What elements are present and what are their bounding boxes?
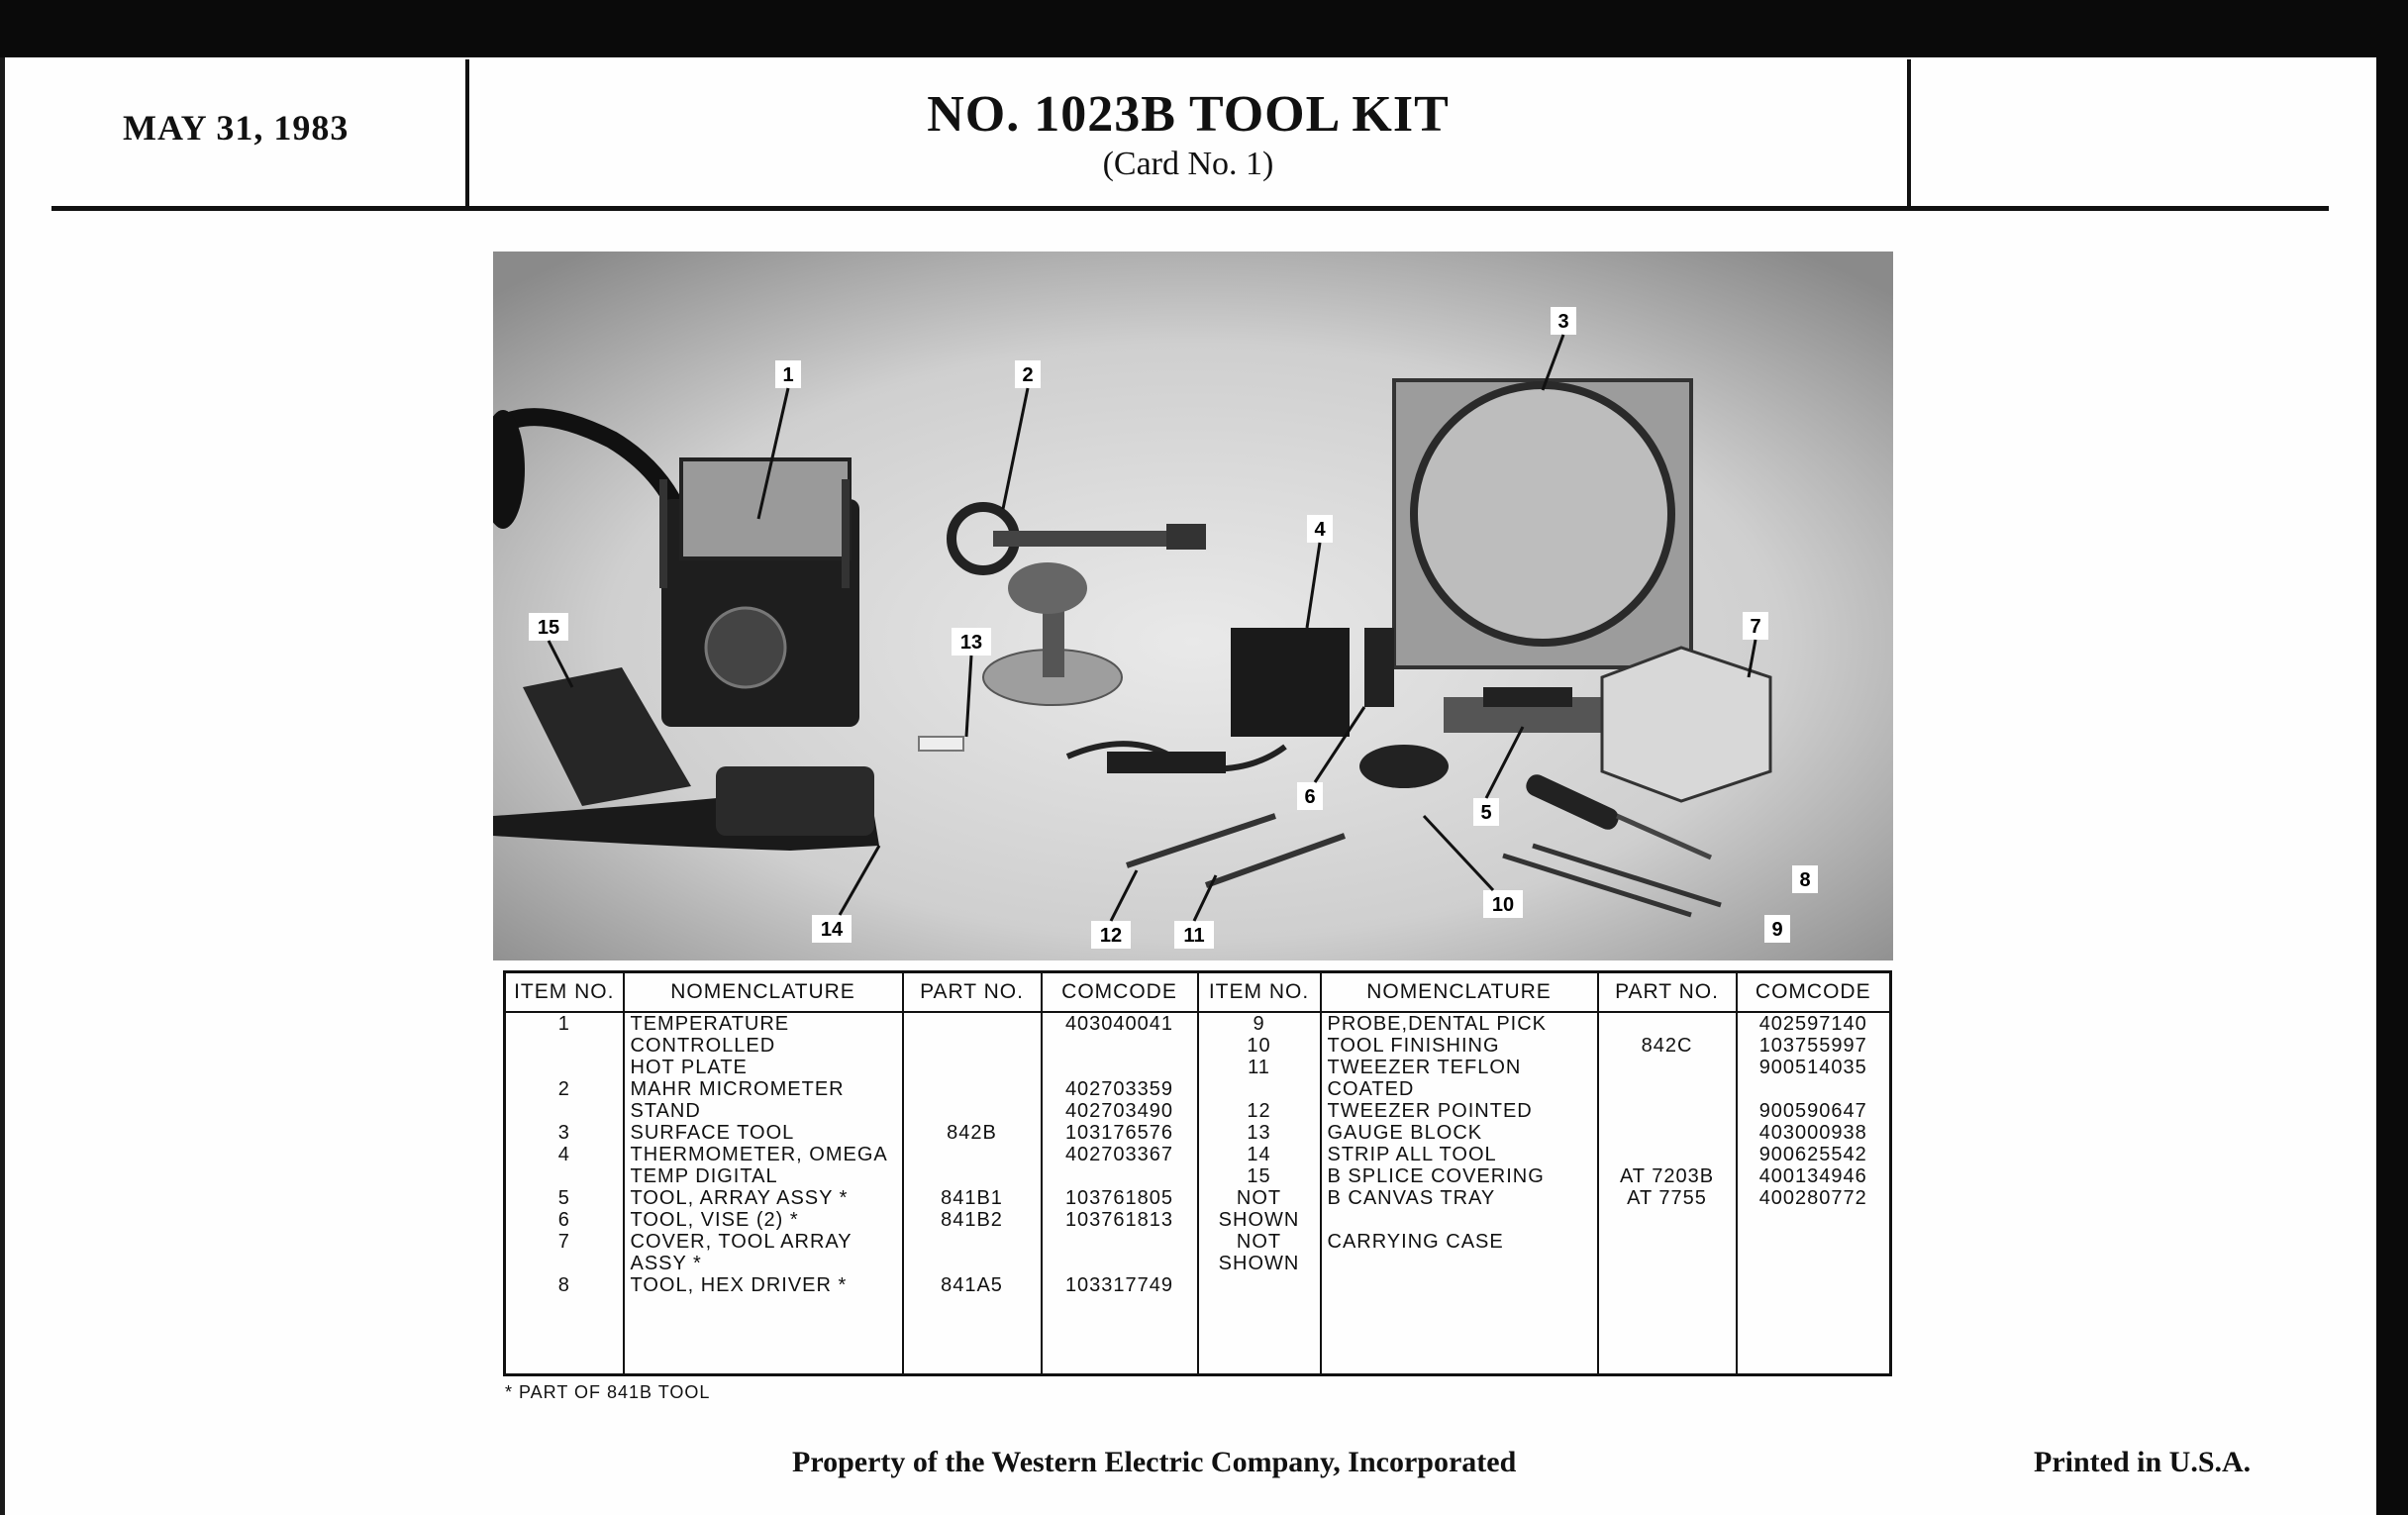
right-comcodes xyxy=(1737,1012,1891,1375)
left-row-8-item: 8 xyxy=(557,1274,570,1296)
right-row-not-shown-1-part: AT 7755 xyxy=(1627,1187,1707,1209)
hot-plate xyxy=(659,459,859,727)
right-row-13-name: GAUGE BLOCK xyxy=(1327,1122,1483,1144)
left-row-7-name-line1: COVER, TOOL ARRAY xyxy=(630,1231,853,1253)
card-date: MAY 31, 1983 xyxy=(123,108,350,148)
left-row-3-part: 842B xyxy=(947,1122,997,1144)
svg-text:10: 10 xyxy=(1491,894,1515,916)
right-row-15-name: B SPLICE COVERING xyxy=(1327,1165,1545,1187)
svg-text:15: 15 xyxy=(537,617,560,639)
right-row-12-item: 12 xyxy=(1247,1100,1271,1122)
left-row-3-comcode: 103176576 xyxy=(1064,1122,1174,1144)
left-row-6-name: TOOL, VISE (2) * xyxy=(630,1209,799,1231)
col-header-part-no-right: PART NO. xyxy=(1598,972,1737,1013)
col-header-part-no: PART NO. xyxy=(903,972,1042,1013)
right-row-9-name: PROBE,DENTAL PICK xyxy=(1327,1013,1547,1035)
svg-text:6: 6 xyxy=(1304,786,1316,808)
right-row-not-shown-1-line1: NOT xyxy=(1236,1187,1282,1209)
property-notice: Property of the Western Electric Company, Incorporated xyxy=(792,1446,1517,1478)
left-row-8-part: 841A5 xyxy=(941,1274,1003,1296)
left-row-5-comcode: 103761805 xyxy=(1064,1187,1174,1209)
left-edge-border xyxy=(0,57,5,1515)
left-row-1-name-line3: HOT PLATE xyxy=(630,1057,748,1078)
left-comcodes xyxy=(1042,1012,1198,1375)
svg-text:11: 11 xyxy=(1183,925,1205,947)
left-row-2-comcode-1: 402703359 xyxy=(1064,1078,1174,1100)
left-row-6-part: 841B2 xyxy=(941,1209,1003,1231)
right-row-15-comcode: 400134946 xyxy=(1758,1165,1867,1187)
right-row-10-name: TOOL FINISHING xyxy=(1327,1035,1500,1057)
svg-text:2: 2 xyxy=(1022,364,1034,386)
svg-text:3: 3 xyxy=(1557,311,1569,333)
right-row-not-shown-1-line2: SHOWN xyxy=(1218,1209,1300,1231)
col-header-nomenclature-right: NOMENCLATURE xyxy=(1321,972,1598,1013)
right-row-14-name: STRIP ALL TOOL xyxy=(1327,1144,1497,1165)
right-row-10-item: 10 xyxy=(1247,1035,1271,1057)
right-row-15-item: 15 xyxy=(1247,1165,1271,1187)
callout-9 xyxy=(1764,915,1790,943)
parts-table xyxy=(503,970,1892,1376)
right-row-10-comcode: 103755997 xyxy=(1758,1035,1867,1057)
left-row-6-comcode: 103761813 xyxy=(1064,1209,1174,1231)
left-row-2-name-line1: MAHR MICROMETER xyxy=(630,1078,845,1100)
col-header-nomenclature: NOMENCLATURE xyxy=(624,972,903,1013)
table-header-row xyxy=(505,972,1891,1013)
svg-text:4: 4 xyxy=(1314,519,1326,541)
svg-text:9: 9 xyxy=(1771,919,1783,941)
card-number: (Card No. 1) xyxy=(1102,146,1274,182)
right-row-12-comcode: 900590647 xyxy=(1758,1100,1867,1122)
top-black-border xyxy=(0,0,2408,57)
callout-8 xyxy=(1792,865,1818,893)
left-row-7-item: 7 xyxy=(557,1231,570,1253)
right-row-13-item: 13 xyxy=(1247,1122,1271,1144)
table-body-row xyxy=(505,1012,1891,1375)
right-item-numbers xyxy=(1198,1012,1321,1375)
right-row-10-part: 842C xyxy=(1641,1035,1693,1057)
left-row-4-name-line2: TEMP DIGITAL xyxy=(630,1165,778,1187)
printed-in-notice: Printed in U.S.A. xyxy=(2034,1446,2252,1478)
svg-text:8: 8 xyxy=(1799,869,1811,891)
right-row-not-shown-1-name: B CANVAS TRAY xyxy=(1327,1187,1496,1209)
left-row-8-comcode: 103317749 xyxy=(1064,1274,1174,1296)
left-item-numbers xyxy=(505,1012,624,1375)
right-row-not-shown-2-line2: SHOWN xyxy=(1218,1253,1300,1274)
right-row-11-item: 11 xyxy=(1248,1057,1270,1078)
header-rule xyxy=(51,206,2329,211)
right-row-14-comcode: 900625542 xyxy=(1758,1144,1867,1165)
header-divider-right xyxy=(1907,59,1911,208)
right-row-not-shown-2-line1: NOT xyxy=(1236,1231,1282,1253)
right-row-11-name-line1: TWEEZER TEFLON xyxy=(1327,1057,1522,1078)
title-block xyxy=(469,85,1907,184)
right-row-14-item: 14 xyxy=(1247,1144,1271,1165)
left-row-6-item: 6 xyxy=(557,1209,570,1231)
page-title: NO. 1023B TOOL KIT xyxy=(927,86,1450,143)
col-header-comcode: COMCODE xyxy=(1042,972,1198,1013)
right-part-numbers xyxy=(1598,1012,1737,1375)
tool-kit-photo xyxy=(493,252,1893,960)
col-header-item-no: ITEM NO. xyxy=(505,972,624,1013)
left-row-5-name: TOOL, ARRAY ASSY * xyxy=(630,1187,849,1209)
svg-text:14: 14 xyxy=(820,919,844,941)
surface-tool xyxy=(1394,380,1691,667)
left-row-5-item: 5 xyxy=(557,1187,570,1209)
left-row-1-name-line1: TEMPERATURE xyxy=(630,1013,790,1035)
left-part-numbers xyxy=(903,1012,1042,1375)
right-row-9-comcode: 402597140 xyxy=(1758,1013,1867,1035)
right-row-11-comcode: 900514035 xyxy=(1758,1057,1867,1078)
col-header-comcode-right: COMCODE xyxy=(1737,972,1891,1013)
svg-text:13: 13 xyxy=(959,632,983,654)
left-row-5-part: 841B1 xyxy=(941,1187,1003,1209)
left-row-2-name-line2: STAND xyxy=(630,1100,701,1122)
right-row-12-name: TWEEZER POINTED xyxy=(1327,1100,1533,1122)
left-row-4-item: 4 xyxy=(557,1144,570,1165)
left-row-8-name: TOOL, HEX DRIVER * xyxy=(630,1274,848,1296)
left-row-4-comcode: 402703367 xyxy=(1064,1144,1174,1165)
left-row-3-name: SURFACE TOOL xyxy=(630,1122,795,1144)
left-row-1-comcode: 403040041 xyxy=(1064,1013,1174,1035)
left-row-1-name-line2: CONTROLLED xyxy=(630,1035,776,1057)
left-row-2-comcode-2: 402703490 xyxy=(1064,1100,1174,1122)
right-nomenclature xyxy=(1321,1012,1598,1375)
col-header-item-no-right: ITEM NO. xyxy=(1198,972,1321,1013)
right-row-9-item: 9 xyxy=(1253,1013,1265,1035)
left-row-4-name-line1: THERMOMETER, OMEGA xyxy=(630,1144,888,1165)
right-row-13-comcode: 403000938 xyxy=(1758,1122,1867,1144)
right-row-11-name-line2: COATED xyxy=(1327,1078,1415,1100)
right-row-not-shown-2-name: CARRYING CASE xyxy=(1327,1231,1504,1253)
svg-text:1: 1 xyxy=(782,364,794,386)
left-row-7-name-line2: ASSY * xyxy=(630,1253,702,1274)
svg-text:12: 12 xyxy=(1099,925,1123,947)
left-row-3-item: 3 xyxy=(557,1122,570,1144)
table-footnote: * PART OF 841B TOOL xyxy=(505,1382,711,1402)
svg-text:7: 7 xyxy=(1750,616,1761,638)
svg-text:5: 5 xyxy=(1480,802,1492,824)
left-row-2-item: 2 xyxy=(557,1078,570,1100)
left-nomenclature xyxy=(624,1012,903,1375)
right-black-border xyxy=(2376,0,2408,1515)
left-row-1-item: 1 xyxy=(557,1013,570,1035)
right-row-not-shown-1-comcode: 400280772 xyxy=(1758,1187,1867,1209)
right-row-15-part: AT 7203B xyxy=(1619,1165,1715,1187)
